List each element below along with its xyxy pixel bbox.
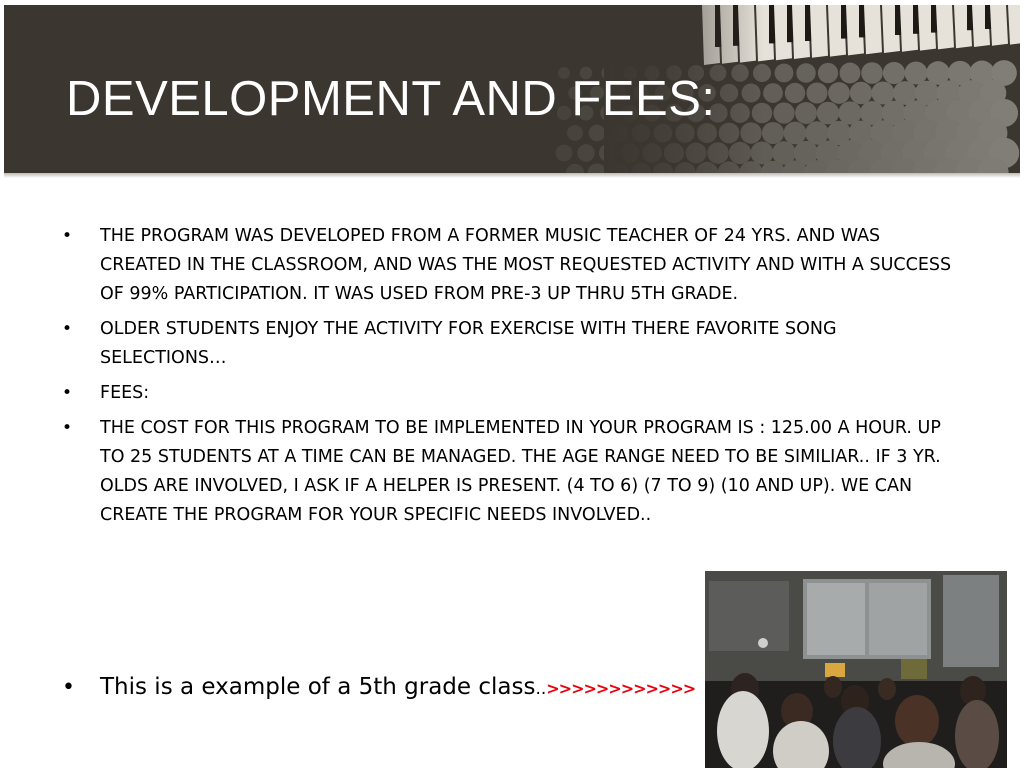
bullet-item: [62, 414, 962, 530]
piano-white-key: [990, 5, 1008, 46]
piano-white-key: [864, 5, 882, 54]
bullet-dot-icon: •: [62, 675, 75, 700]
bullet-item: [62, 379, 962, 408]
speaker-dot: [905, 62, 928, 85]
piano-white-key: [1008, 5, 1020, 45]
speaker-dot: [773, 102, 794, 123]
bullet-list: [62, 222, 962, 536]
slide-title: DEVELOPMENT AND FEES:: [66, 72, 716, 126]
bullet-dot-icon: •: [62, 319, 73, 339]
speaker-dot: [828, 82, 850, 104]
speaker-dot: [795, 102, 817, 124]
bullet-text: FEES:: [100, 383, 150, 403]
bullet-text: THE COST FOR THIS PROGRAM TO BE IMPLEMENTED IN YOUR PROGRAM IS : 125.00 A HOUR. UP TO 25 STUDENTS AT A TIME CAN BE MANAGED. THE AGE RANGE NEED TO BE SIMILIAR.. IF 3 YR. OLDS ARE INVOLVED, I ASK IF A HELPER IS PRESENT. (4 TO 6) (7 TO 9) (10 AND UP). WE CAN CREATE THE PROGRAM FOR YOUR SPECIFIC NEEDS INVOLVED..: [100, 418, 941, 525]
speaker-dot: [818, 63, 838, 83]
bullet-dot-icon: •: [62, 383, 73, 403]
red-arrows: >>>>>>>>>>>>: [546, 679, 696, 698]
bullet-text: THE PROGRAM WAS DEVELOPED FROM A FORMER MUSIC TEACHER OF 24 YRS. AND WAS CREATED IN THE CLASSROOM, AND WAS THE MOST REQUESTED ACTIVITY AND WITH A SUCCESS OF 99% PARTICIPATION. IT WAS USED FROM PRE-3 UP THRU 5TH GRADE.: [100, 226, 952, 304]
speaker-dot: [577, 144, 594, 161]
title-banner: [4, 5, 1020, 173]
speaker-dot: [806, 82, 827, 103]
example-bullet-dots: ..: [535, 679, 547, 699]
speaker-dot: [785, 83, 805, 103]
bullet-dot-icon: •: [62, 226, 73, 246]
piano-white-key: [936, 5, 954, 49]
example-bullet: [62, 670, 695, 706]
bullet-item: [62, 315, 962, 373]
speaker-dot: [775, 64, 794, 83]
speaker-dot: [840, 63, 861, 84]
example-bullet-text: This is a example of a 5th grade class: [100, 674, 536, 700]
speaker-dot: [556, 145, 573, 162]
speaker-dot: [587, 163, 606, 173]
speaker-dot: [566, 164, 584, 173]
speaker-dot: [763, 83, 783, 103]
speaker-dot: [883, 62, 905, 84]
piano-white-key: [810, 5, 828, 58]
speaker-dot: [784, 122, 807, 145]
classroom-photo: [705, 571, 1007, 768]
classroom-photo-image: [705, 571, 1007, 768]
banner-shadow: [4, 173, 1020, 178]
speaker-dot: [861, 62, 883, 84]
speaker-dot: [762, 122, 784, 144]
bullet-text: OLDER STUDENTS ENJOY THE ACTIVITY FOR EXERCISE WITH THERE FAVORITE SONG SELECTIONS…: [100, 319, 837, 368]
speaker-dot: [817, 102, 840, 125]
speaker-dot: [796, 63, 816, 83]
bullet-item: [62, 222, 962, 309]
bullet-dot-icon: •: [62, 418, 73, 438]
speaker-dot: [850, 82, 872, 104]
